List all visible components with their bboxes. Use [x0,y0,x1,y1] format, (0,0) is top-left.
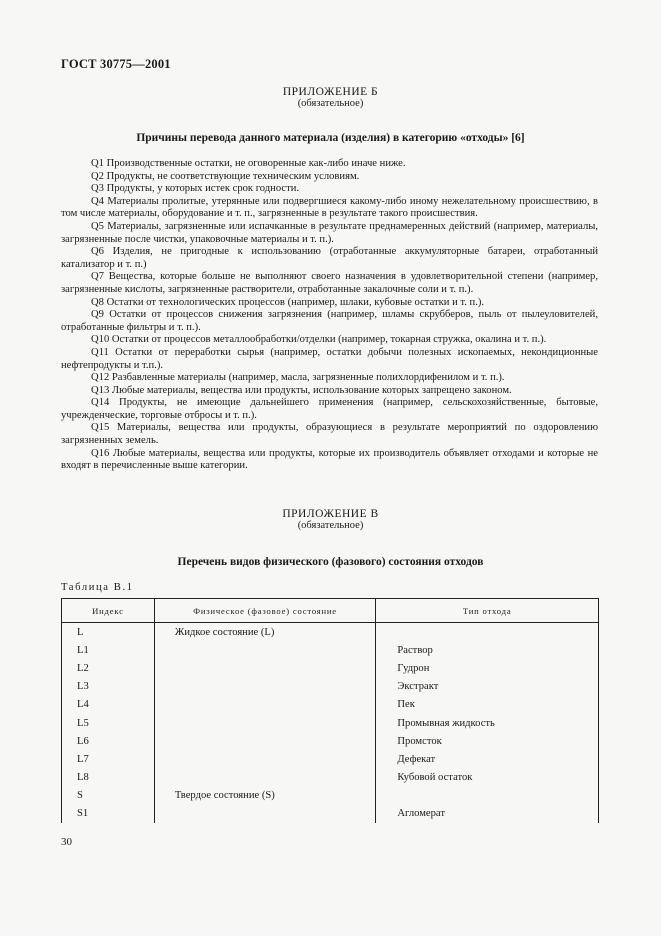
column-header-index: Индекс [62,599,155,623]
index-cell: L8 [62,769,155,787]
list-item: Q2 Продукты, не соответствующие техническим условиям. [91,170,360,182]
appendix-v-heading: Перечень видов физического (фазового) состояния отходов [177,556,484,568]
waste-type-cell: Промсток [376,732,599,750]
index-cell: L4 [62,696,155,714]
state-cell [154,659,376,677]
state-cell [154,750,376,768]
state-cell: Твердое состояние (S) [154,787,376,805]
table-caption: Таблица В.1 [61,582,134,593]
page-number: 30 [61,836,72,848]
table-row [62,623,599,642]
table-row [62,714,599,732]
table-row [62,659,599,677]
table-row [62,696,599,714]
table-row [62,769,599,787]
waste-type-cell: Агломерат [376,805,599,823]
waste-type-cell: Промывная жидкость [376,714,599,732]
state-cell [154,696,376,714]
list-item: Q15 Материалы, вещества или продукты, образующиеся в результате мероприятий по оздоровлению загрязненных земель. [61,422,598,447]
list-item: Q5 Материалы, загрязненные или испачканные в результате преднамеренных действий (например, материалы, загрязненные после чистки, упаковочные материалы и т. п.). [61,220,598,245]
state-cell: Жидкое состояние (L) [154,623,376,642]
index-cell: L [62,623,155,642]
table-row [62,678,599,696]
table-row [62,732,599,750]
state-cell [154,732,376,750]
waste-type-cell [376,623,599,642]
list-item: Q8 Остатки от технологических процессов (например, шлаки, кубовые остатки и т. п.). [91,296,485,308]
state-cell [154,714,376,732]
list-item: Q16 Любые материалы, вещества или продукты, которые их производитель объявляет отходами и которые не входят в перечисленные выше категории. [61,447,598,472]
state-cell [154,641,376,659]
waste-type-cell: Гудрон [376,659,599,677]
list-item: Q12 Разбавленные материалы (например, масла, загрязненные полихлордифенилом и т. п.). [91,372,505,384]
column-header-state: Физическое (фазовое) состояние [154,599,376,623]
waste-type-cell: Дефекат [376,750,599,768]
waste-type-cell: Экстракт [376,678,599,696]
list-item: Q4 Материалы пролитые, утерянные или подвергшиеся какому-либо иному нежелательному происшествию, в том числе материалы, оборудование и т. п., загрязненные в результате такого происшествия. [61,195,598,220]
state-cell [154,805,376,823]
waste-type-cell: Кубовой остаток [376,769,599,787]
index-cell: S1 [62,805,155,823]
reasons-list [61,158,598,473]
list-item: Q14 Продукты, не имеющие дальнейшего применения (например, сельскохозяйственные, бытовые, учрежденческие, торговые отбросы и т. п.). [61,397,598,421]
table-row [62,805,599,823]
appendix-b-title: ПРИЛОЖЕНИЕ Б [282,86,379,98]
list-item: Q13 Любые материалы, вещества или продукты, использование которых запрещено законом. [91,384,512,396]
list-item: Q6 Изделия, не пригодные к использованию (отработанные аккумуляторные батареи, отработанный катализатор и т. п.) [61,246,598,270]
waste-type-cell [376,787,599,805]
index-cell: L5 [62,714,155,732]
list-item: Q3 Продукты, у которых истек срок годности. [91,183,300,195]
list-item: Q11 Остатки от переработки сырья (например, остатки добычи полезных ископаемых, некондиционные нефтепродукты и т.п.). [61,346,598,371]
state-cell [154,769,376,787]
list-item: Q1 Производственные остатки, не оговоренные как-либо иначе ниже. [91,158,406,169]
appendix-b-subtitle: (обязательное) [297,98,364,109]
waste-type-cell: Раствор [376,641,599,659]
table-row [62,750,599,768]
waste-state-table [61,598,599,823]
appendix-v-title: ПРИЛОЖЕНИЕ В [282,508,379,520]
document-id: ГОСТ 30775—2001 [61,57,171,71]
index-cell: L7 [62,750,155,768]
index-cell: S [62,787,155,805]
table-row [62,787,599,805]
index-cell: L1 [62,641,155,659]
index-cell: L2 [62,659,155,677]
appendix-v-subtitle: (обязательное) [297,520,364,531]
index-cell: L6 [62,732,155,750]
appendix-b-heading: Причины перевода данного материала (изделия) в категорию «отходы» [6] [136,132,525,144]
table-header-row [62,599,599,623]
index-cell: L3 [62,678,155,696]
list-item: Q9 Остатки от процессов снижения загрязнения (например, шламы скрубберов, пыль от пылеуловителей, отработанные фильтры и т. п.). [61,309,598,333]
list-item: Q7 Вещества, которые больше не выполняют своего назначения в удовлетворительной степени (например, загрязненные кислоты, загрязненные растворители, отработанные закалочные соли и т. п.). [61,271,598,295]
waste-type-cell: Пек [376,696,599,714]
column-header-waste-type: Тип отхода [376,599,599,623]
list-item: Q10 Остатки от процессов металлообработки/отделки (например, токарная стружка, окалина и т. п.). [91,334,547,346]
state-cell [154,678,376,696]
table-row [62,641,599,659]
